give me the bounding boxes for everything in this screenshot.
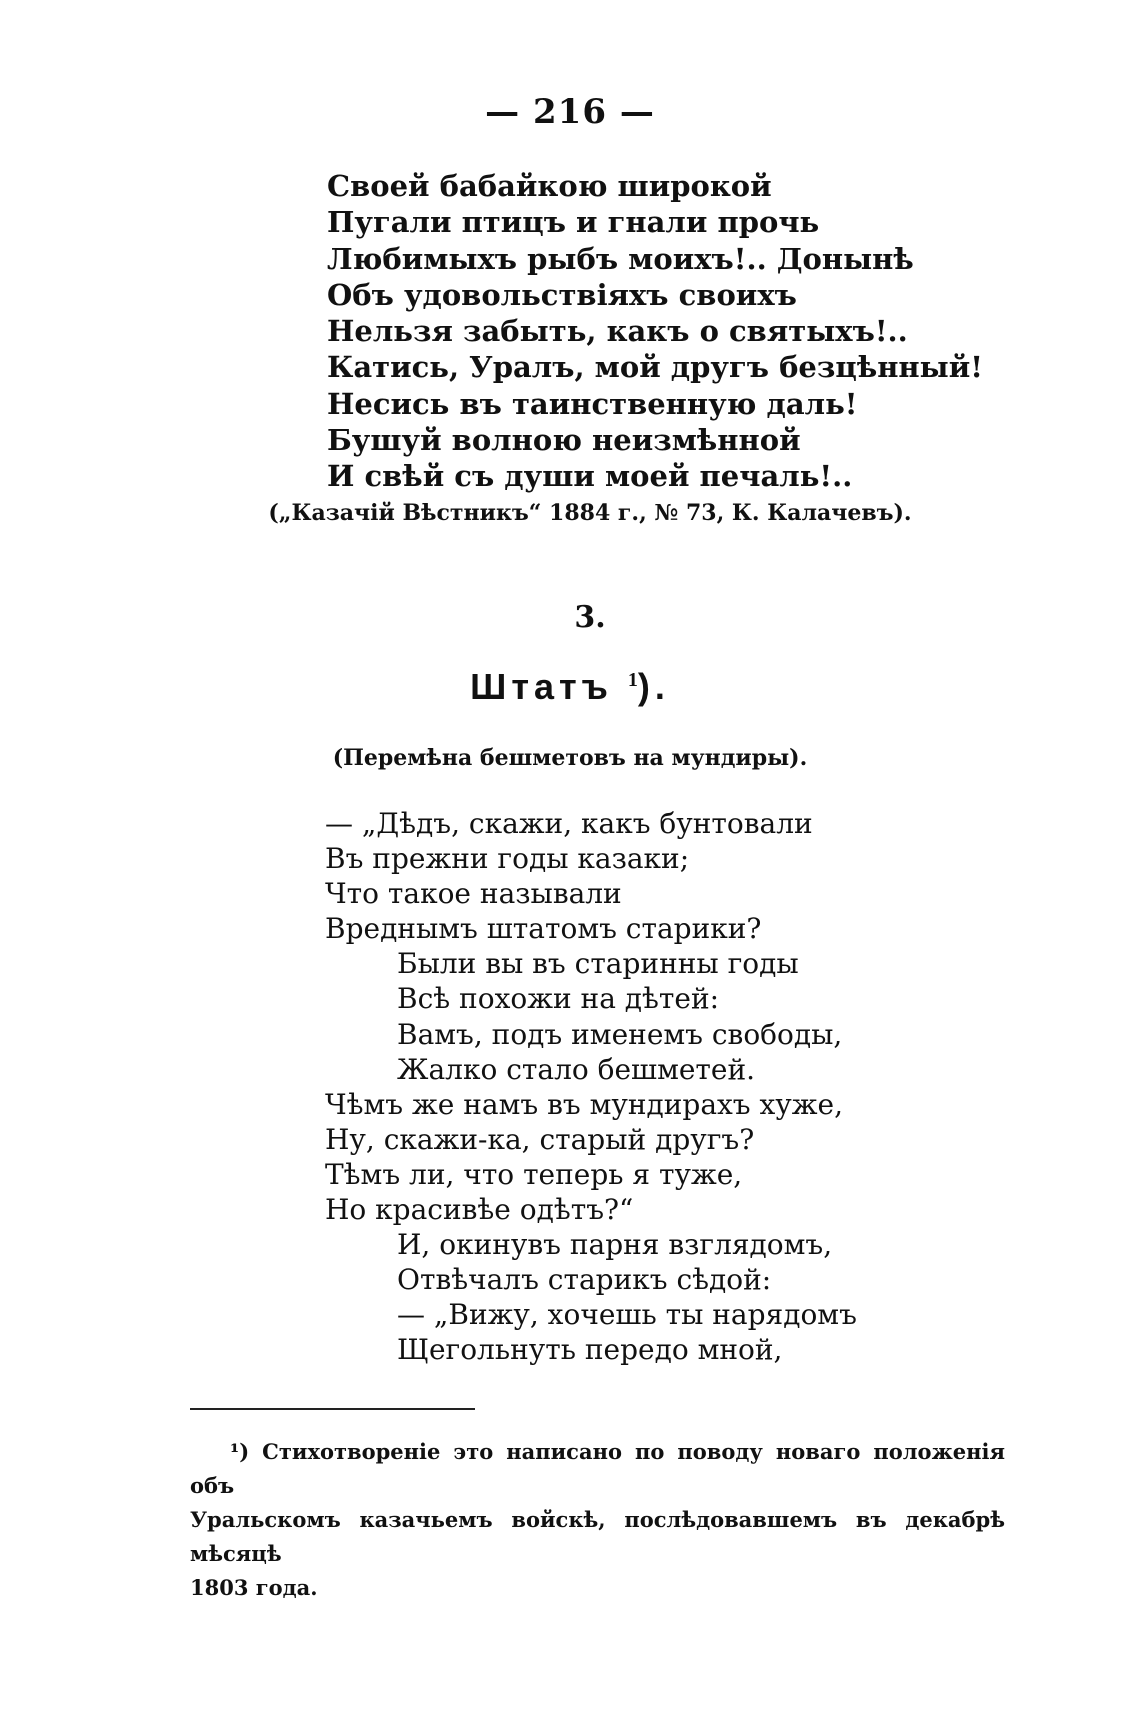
poem-line: Ну, скажи-ка, старый другъ? [325, 1122, 755, 1156]
poem-line: Любимыхъ рыбъ моихъ!.. Донынѣ [327, 241, 914, 276]
poem-line: Отвѣчалъ старикъ сѣдой: [397, 1263, 772, 1297]
section-title-close: ). [637, 666, 670, 707]
poem-line: Катись, Уралъ, мой другъ безцѣнный! [327, 350, 983, 385]
poem-line: И, окинувъ парня взглядомъ, [397, 1228, 833, 1262]
poem-line: Жалко стало бешметей. [397, 1052, 756, 1086]
poem-line: Вреднымъ штатомъ старики? [325, 912, 762, 946]
poem-line: Были вы въ старинны годы [397, 947, 799, 981]
footnote-line: Уральскомъ казачьемъ войскѣ, послѣдовавшемъ въ декабрѣ мѣсяцѣ [190, 1507, 1005, 1566]
section-title [0, 666, 1140, 708]
poem-line: Тѣмъ ли, что теперь я туже, [325, 1157, 743, 1191]
footnote [190, 1435, 1005, 1605]
page-number: — 216 — [485, 92, 655, 132]
section-title-text: Штатъ [470, 666, 613, 707]
poem-line: Что такое называли [325, 877, 622, 911]
poem-line: — „Дѣдъ, скажи, какъ бунтовали [325, 807, 813, 840]
poem-line: — „Вижу, хочешь ты нарядомъ [397, 1298, 857, 1332]
poem-line: Но красивѣе одѣтъ?“ [325, 1193, 634, 1227]
footnote-line: ¹) Стихотвореніе это написано по поводу новаго положенія объ [190, 1439, 1005, 1498]
poem-line: Въ прежни годы казаки; [325, 842, 690, 876]
poem-line: Нельзя забыть, какъ о святыхъ!.. [327, 314, 908, 349]
poem-line: И свѣй съ души моей печаль!.. [327, 459, 853, 494]
footnote-mark: 1 [627, 669, 638, 691]
poem-line: Объ удовольствіяхъ своихъ [327, 277, 797, 312]
section-subtitle: (Перемѣна бешметовъ на мундиры). [332, 745, 808, 771]
section-number: 3. [574, 600, 606, 635]
poem-line: Щегольнуть передо мной, [397, 1333, 783, 1367]
poem-line: Пугали птицъ и гнали прочь [327, 205, 820, 240]
poem-line: Чѣмъ же намъ въ мундирахъ хуже, [325, 1087, 844, 1121]
poem-stanza-2 [325, 806, 857, 1368]
poem-line: Всѣ похожи на дѣтей: [397, 982, 720, 1016]
poem-line: Бушуй волною неизмѣнной [327, 423, 801, 458]
source-citation: („Казачій Вѣстникъ“ 1884 г., № 73, К. Калачевъ). [268, 500, 912, 526]
footnote-line: 1803 года. [190, 1575, 318, 1600]
poem-line: Своей бабайкою широкой [327, 169, 772, 203]
footnote-rule [190, 1408, 475, 1410]
poem-line: Несись въ таинственную даль! [327, 386, 858, 421]
poem-line: Вамъ, подъ именемъ свободы, [397, 1017, 843, 1051]
poem-stanza-1 [327, 168, 983, 495]
